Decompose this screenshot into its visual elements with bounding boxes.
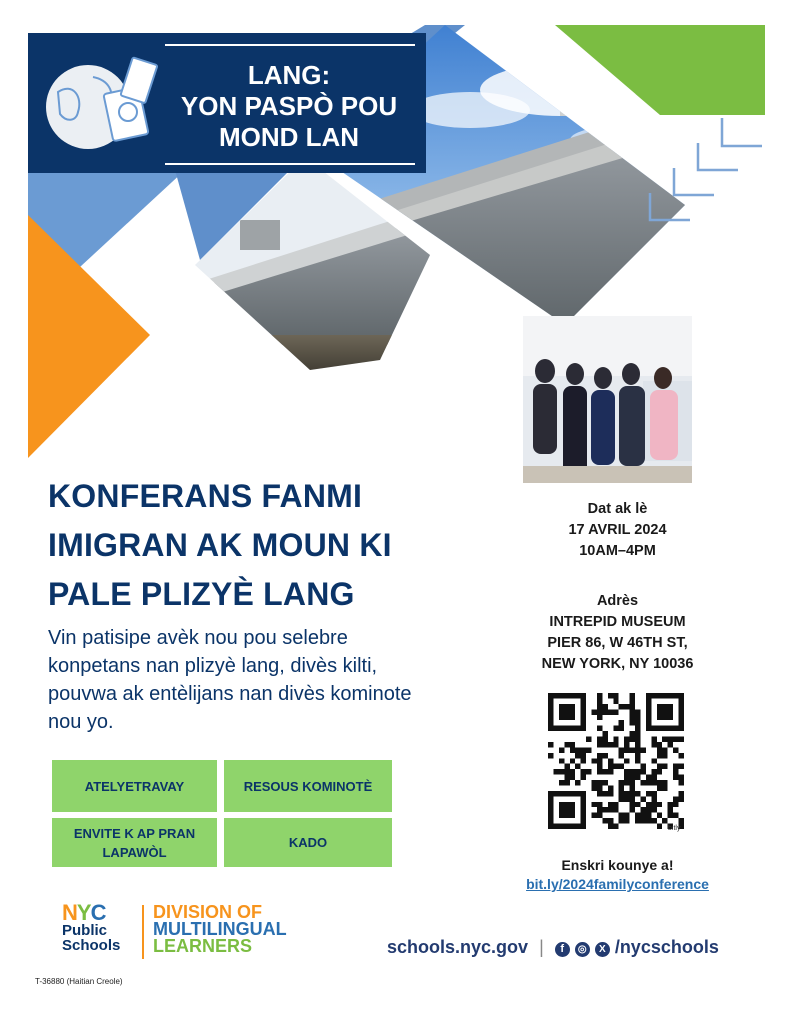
intro-line: pouvwa ak entèlijans nan divès kominote: [48, 683, 412, 705]
facebook-icon[interactable]: f: [555, 942, 570, 957]
event-address-block: [520, 591, 715, 675]
logo-divider: [142, 905, 144, 959]
title-line: YON PASPÒ POU: [180, 91, 398, 121]
event-date-block: [520, 499, 715, 562]
division-line: DIVISION OF: [153, 902, 263, 922]
footer-divider: |: [539, 937, 544, 957]
tile-gifts: KADO: [224, 818, 392, 867]
title-line: MOND LAN: [218, 122, 360, 152]
group-photo: [523, 316, 692, 483]
division-line: MULTILINGUAL: [153, 919, 287, 939]
event-intro: [48, 624, 488, 736]
qr-caption: bitly: [668, 825, 681, 832]
qr-code[interactable]: [548, 693, 684, 829]
headline-line: PALE PLIZYÈ LANG: [48, 576, 355, 612]
site-url[interactable]: schools.nyc.gov: [387, 937, 529, 957]
headline-line: IMIGRAN AK MOUN KI: [48, 527, 392, 563]
division-line: LEARNERS: [153, 936, 253, 956]
document-code: T-36880 (Haitian Creole): [35, 977, 123, 986]
tile-speakers: ENVITE K AP PRAN LAPAWÒL: [52, 818, 217, 867]
nyc-public-schools-logo: [62, 900, 121, 954]
register-link[interactable]: bit.ly/2024familyconference: [526, 876, 709, 892]
green-triangle: [555, 25, 765, 115]
tile-workshops: ATELYETRAVAY: [52, 760, 217, 812]
intro-line: konpetans nan plizyè lang, divès kilti,: [48, 655, 378, 677]
address-label: Adrès: [596, 593, 639, 609]
x-icon[interactable]: X: [595, 942, 610, 957]
banner-title: [150, 60, 428, 153]
logo-public: Public: [62, 922, 108, 939]
title-divider: [165, 44, 415, 46]
event-date: 17 AVRIL 2024: [568, 522, 667, 538]
headline-line: KONFERANS FANMI: [48, 478, 363, 514]
intro-line: nou yo.: [48, 711, 114, 733]
title-line: LANG:: [247, 60, 331, 90]
event-headline: [48, 472, 518, 619]
instagram-icon[interactable]: ◎: [575, 942, 590, 957]
date-label: Dat ak lè: [587, 501, 648, 517]
street-address: PIER 86, W 46TH ST,: [547, 635, 688, 651]
event-time: 10AM–4PM: [579, 543, 656, 559]
intro-line: Vin patisipe avèk nou pou selebre: [48, 627, 348, 649]
logo-nyc: NYC: [62, 900, 106, 925]
logo-schools: Schools: [62, 937, 121, 954]
venue-name: INTREPID MUSEUM: [549, 614, 686, 630]
footer-contact: [387, 937, 719, 958]
social-handle[interactable]: /nycschools: [614, 937, 719, 957]
tile-community-resources: RESOUS KOMINOTÈ: [224, 760, 392, 812]
city-address: NEW YORK, NY 10036: [541, 656, 694, 672]
title-divider: [165, 163, 415, 165]
division-logo: [153, 904, 287, 955]
register-label: Enskri kounye a!: [561, 857, 674, 873]
globe-passport-icon: [38, 52, 158, 162]
